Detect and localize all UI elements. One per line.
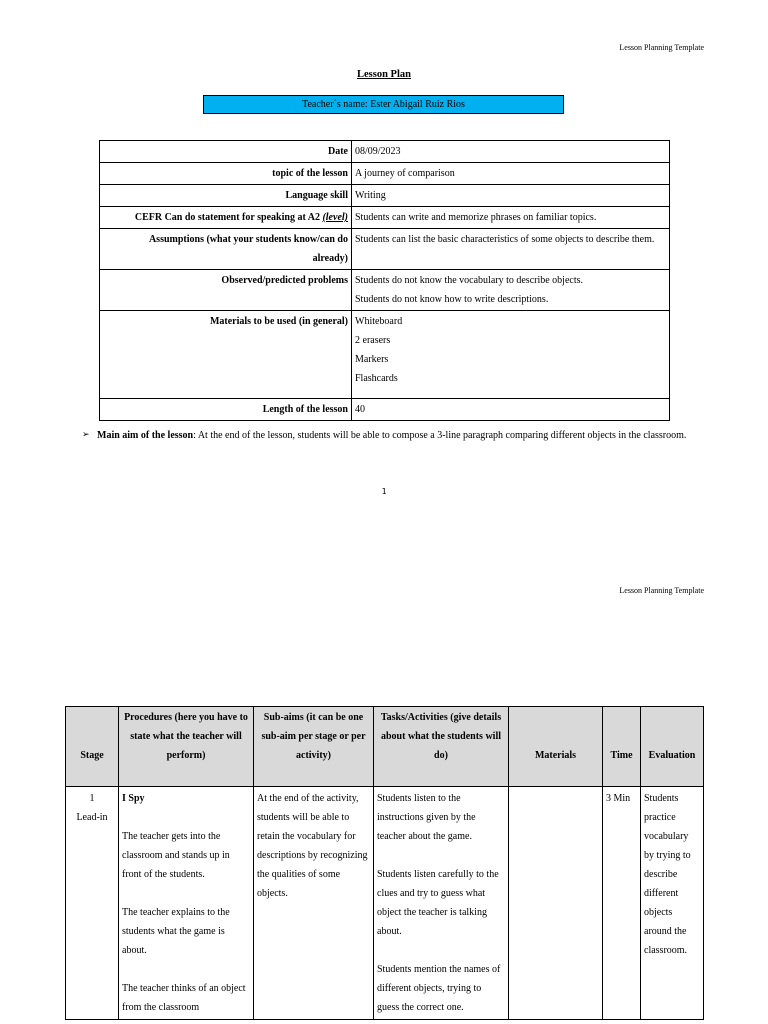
page-header-note: Lesson Planning Template	[619, 586, 704, 595]
date-value: 08/09/2023	[352, 141, 670, 163]
col-header-time: Time	[603, 707, 641, 787]
table-row	[100, 163, 670, 185]
procedure-step: The teacher explains to the students what the game is about.	[122, 907, 230, 956]
procedure-table	[65, 706, 704, 1020]
main-aim-label: Main aim of the lesson	[97, 430, 194, 441]
assumptions-value: Students can list the basic characteristics of some objects to describe them.	[352, 229, 670, 270]
topic-label: topic of the lesson	[100, 163, 352, 185]
subaim-cell: At the end of the activity, students will be able to retain the vocabulary for descriptions by recognizing the qualities of some objects.	[254, 787, 374, 1020]
topic-value: A journey of comparison	[352, 163, 670, 185]
table-row	[66, 787, 704, 1020]
table-header-row	[66, 707, 704, 787]
procedure-step: The teacher thinks of an object from the classroom	[122, 983, 246, 1013]
assumptions-label-line1: Assumptions (what your students know/can do	[148, 234, 348, 245]
task-step: Students listen to the instructions given by the teacher about the game.	[377, 793, 476, 842]
length-value: 40	[352, 399, 670, 421]
procedure-step: The teacher gets into the classroom and stands up in front of the students.	[122, 831, 230, 880]
col-header-subaims: Sub-aims (it can be one sub-aim per stage or per activity)	[254, 707, 374, 787]
materials-list	[352, 311, 670, 399]
materials-item: Whiteboard	[355, 316, 403, 327]
col-header-tasks: Tasks/Activities (give details about what the students will do)	[374, 707, 509, 787]
problems-value-cell	[352, 270, 670, 311]
main-aim-text: : At the end of the lesson, students will be able to compose a 3-line paragraph comparing different objects in the classroom.	[193, 430, 687, 441]
task-step: Students mention the names of different objects, trying to guess the correct one.	[377, 964, 501, 1013]
col-header-evaluation: Evaluation	[641, 707, 704, 787]
materials-item: Flashcards	[355, 373, 398, 384]
materials-item: 2 erasers	[355, 335, 391, 346]
evaluation-cell: Students practice vocabulary by trying to describe different objects around the classroom.	[641, 787, 704, 1020]
assumptions-label-cell	[100, 229, 352, 270]
page-number: 1	[381, 487, 387, 496]
page-header-note: Lesson Planning Template	[619, 43, 704, 52]
teacher-name-banner: Teacher´s name: Ester Abigail Ruiz Rios	[203, 95, 564, 114]
table-row	[100, 229, 670, 270]
table-row	[100, 399, 670, 421]
lesson-info-table	[99, 140, 670, 421]
problems-value-2: Students do not know how to write descriptions.	[355, 294, 549, 305]
col-header-stage: Stage	[66, 707, 119, 787]
stage-number: 1	[89, 793, 95, 804]
activity-title: I Spy	[122, 793, 145, 804]
stage-cell	[66, 787, 119, 1020]
table-row	[100, 311, 670, 399]
problems-label: Observed/predicted problems	[100, 270, 352, 311]
cefr-label: CEFR Can do statement for speaking at A2	[134, 212, 320, 223]
main-aim-paragraph	[82, 429, 702, 442]
skill-label: Language skill	[100, 185, 352, 207]
time-cell: 3 Min	[603, 787, 641, 1020]
assumptions-label-line2: already)	[312, 253, 348, 264]
problems-value-1: Students do not know the vocabulary to describe objects.	[355, 275, 584, 286]
task-step: Students listen carefully to the clues and try to guess what object the teacher is talking about.	[377, 869, 499, 937]
col-header-procedures: Procedures (here you have to state what the teacher will perform)	[119, 707, 254, 787]
stage-name: Lead-in	[76, 812, 108, 823]
tasks-cell	[374, 787, 509, 1020]
table-row	[100, 141, 670, 163]
table-row	[100, 207, 670, 229]
cefr-label-cell	[100, 207, 352, 229]
arrow-bullet-icon: ➢	[82, 430, 90, 440]
skill-value: Writing	[352, 185, 670, 207]
page-title: Lesson Plan	[357, 69, 411, 80]
materials-item: Markers	[355, 354, 389, 365]
cefr-value: Students can write and memorize phrases on familiar topics.	[352, 207, 670, 229]
date-label: Date	[100, 141, 352, 163]
materials-cell	[509, 787, 603, 1020]
materials-label: Materials to be used (in general)	[100, 311, 352, 399]
cefr-level: (level)	[322, 212, 348, 223]
procedures-cell	[119, 787, 254, 1020]
length-label: Length of the lesson	[100, 399, 352, 421]
table-row	[100, 185, 670, 207]
table-row	[100, 270, 670, 311]
col-header-materials: Materials	[509, 707, 603, 787]
